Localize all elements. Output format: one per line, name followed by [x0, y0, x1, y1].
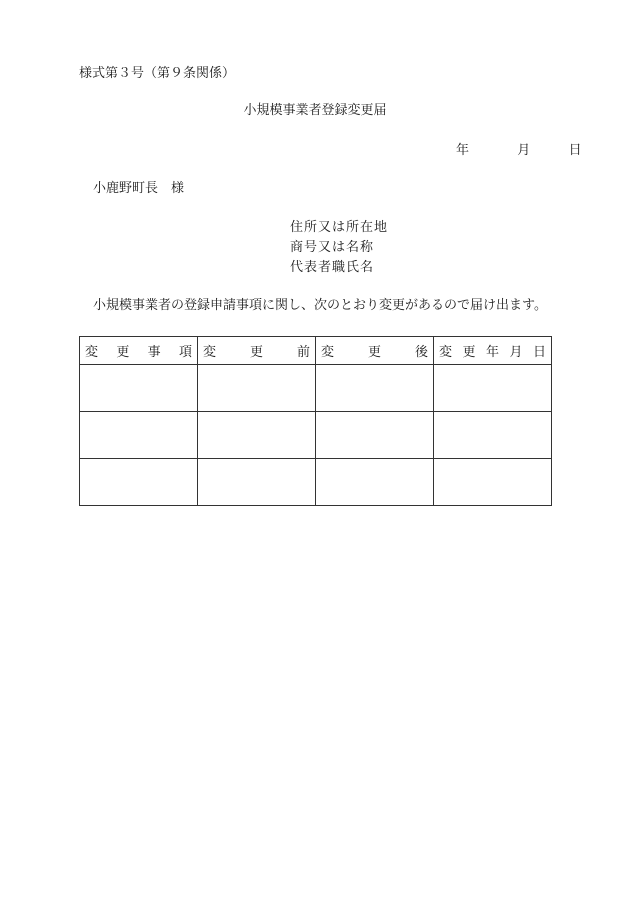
year-label: 年	[456, 143, 470, 158]
date-line	[456, 143, 582, 159]
table-row	[80, 365, 552, 412]
month-label: 月	[517, 143, 531, 158]
cell-after[interactable]	[316, 412, 434, 459]
addressee: 小鹿野町長 様	[93, 181, 185, 196]
header-change-date: 変 更 年 月 日	[434, 337, 552, 365]
cell-before[interactable]	[198, 459, 316, 506]
representative-label: 代表者職氏名	[290, 260, 375, 275]
trade-name-label: 商号又は名称	[290, 240, 375, 255]
document-title: 小規模事業者登録変更届	[243, 103, 387, 118]
changes-table	[79, 336, 552, 506]
cell-change-item[interactable]	[80, 365, 198, 412]
cell-after[interactable]	[316, 365, 434, 412]
body-text: 小規模事業者の登録申請事項に関し、次のとおり変更があるので届け出ます。	[93, 298, 547, 313]
table-row	[80, 412, 552, 459]
table-header-row	[80, 337, 552, 365]
cell-before[interactable]	[198, 365, 316, 412]
address-label: 住所又は所在地	[290, 220, 389, 235]
day-label: 日	[568, 143, 582, 158]
header-change-item: 変 更 事 項	[80, 337, 198, 365]
cell-date[interactable]	[434, 365, 552, 412]
cell-change-item[interactable]	[80, 459, 198, 506]
form-number: 様式第３号（第９条関係）	[79, 66, 236, 81]
cell-before[interactable]	[198, 412, 316, 459]
cell-date[interactable]	[434, 459, 552, 506]
header-after-change: 変 更 後	[316, 337, 434, 365]
cell-change-item[interactable]	[80, 412, 198, 459]
table-row	[80, 459, 552, 506]
header-before-change: 変 更 前	[198, 337, 316, 365]
cell-date[interactable]	[434, 412, 552, 459]
cell-after[interactable]	[316, 459, 434, 506]
